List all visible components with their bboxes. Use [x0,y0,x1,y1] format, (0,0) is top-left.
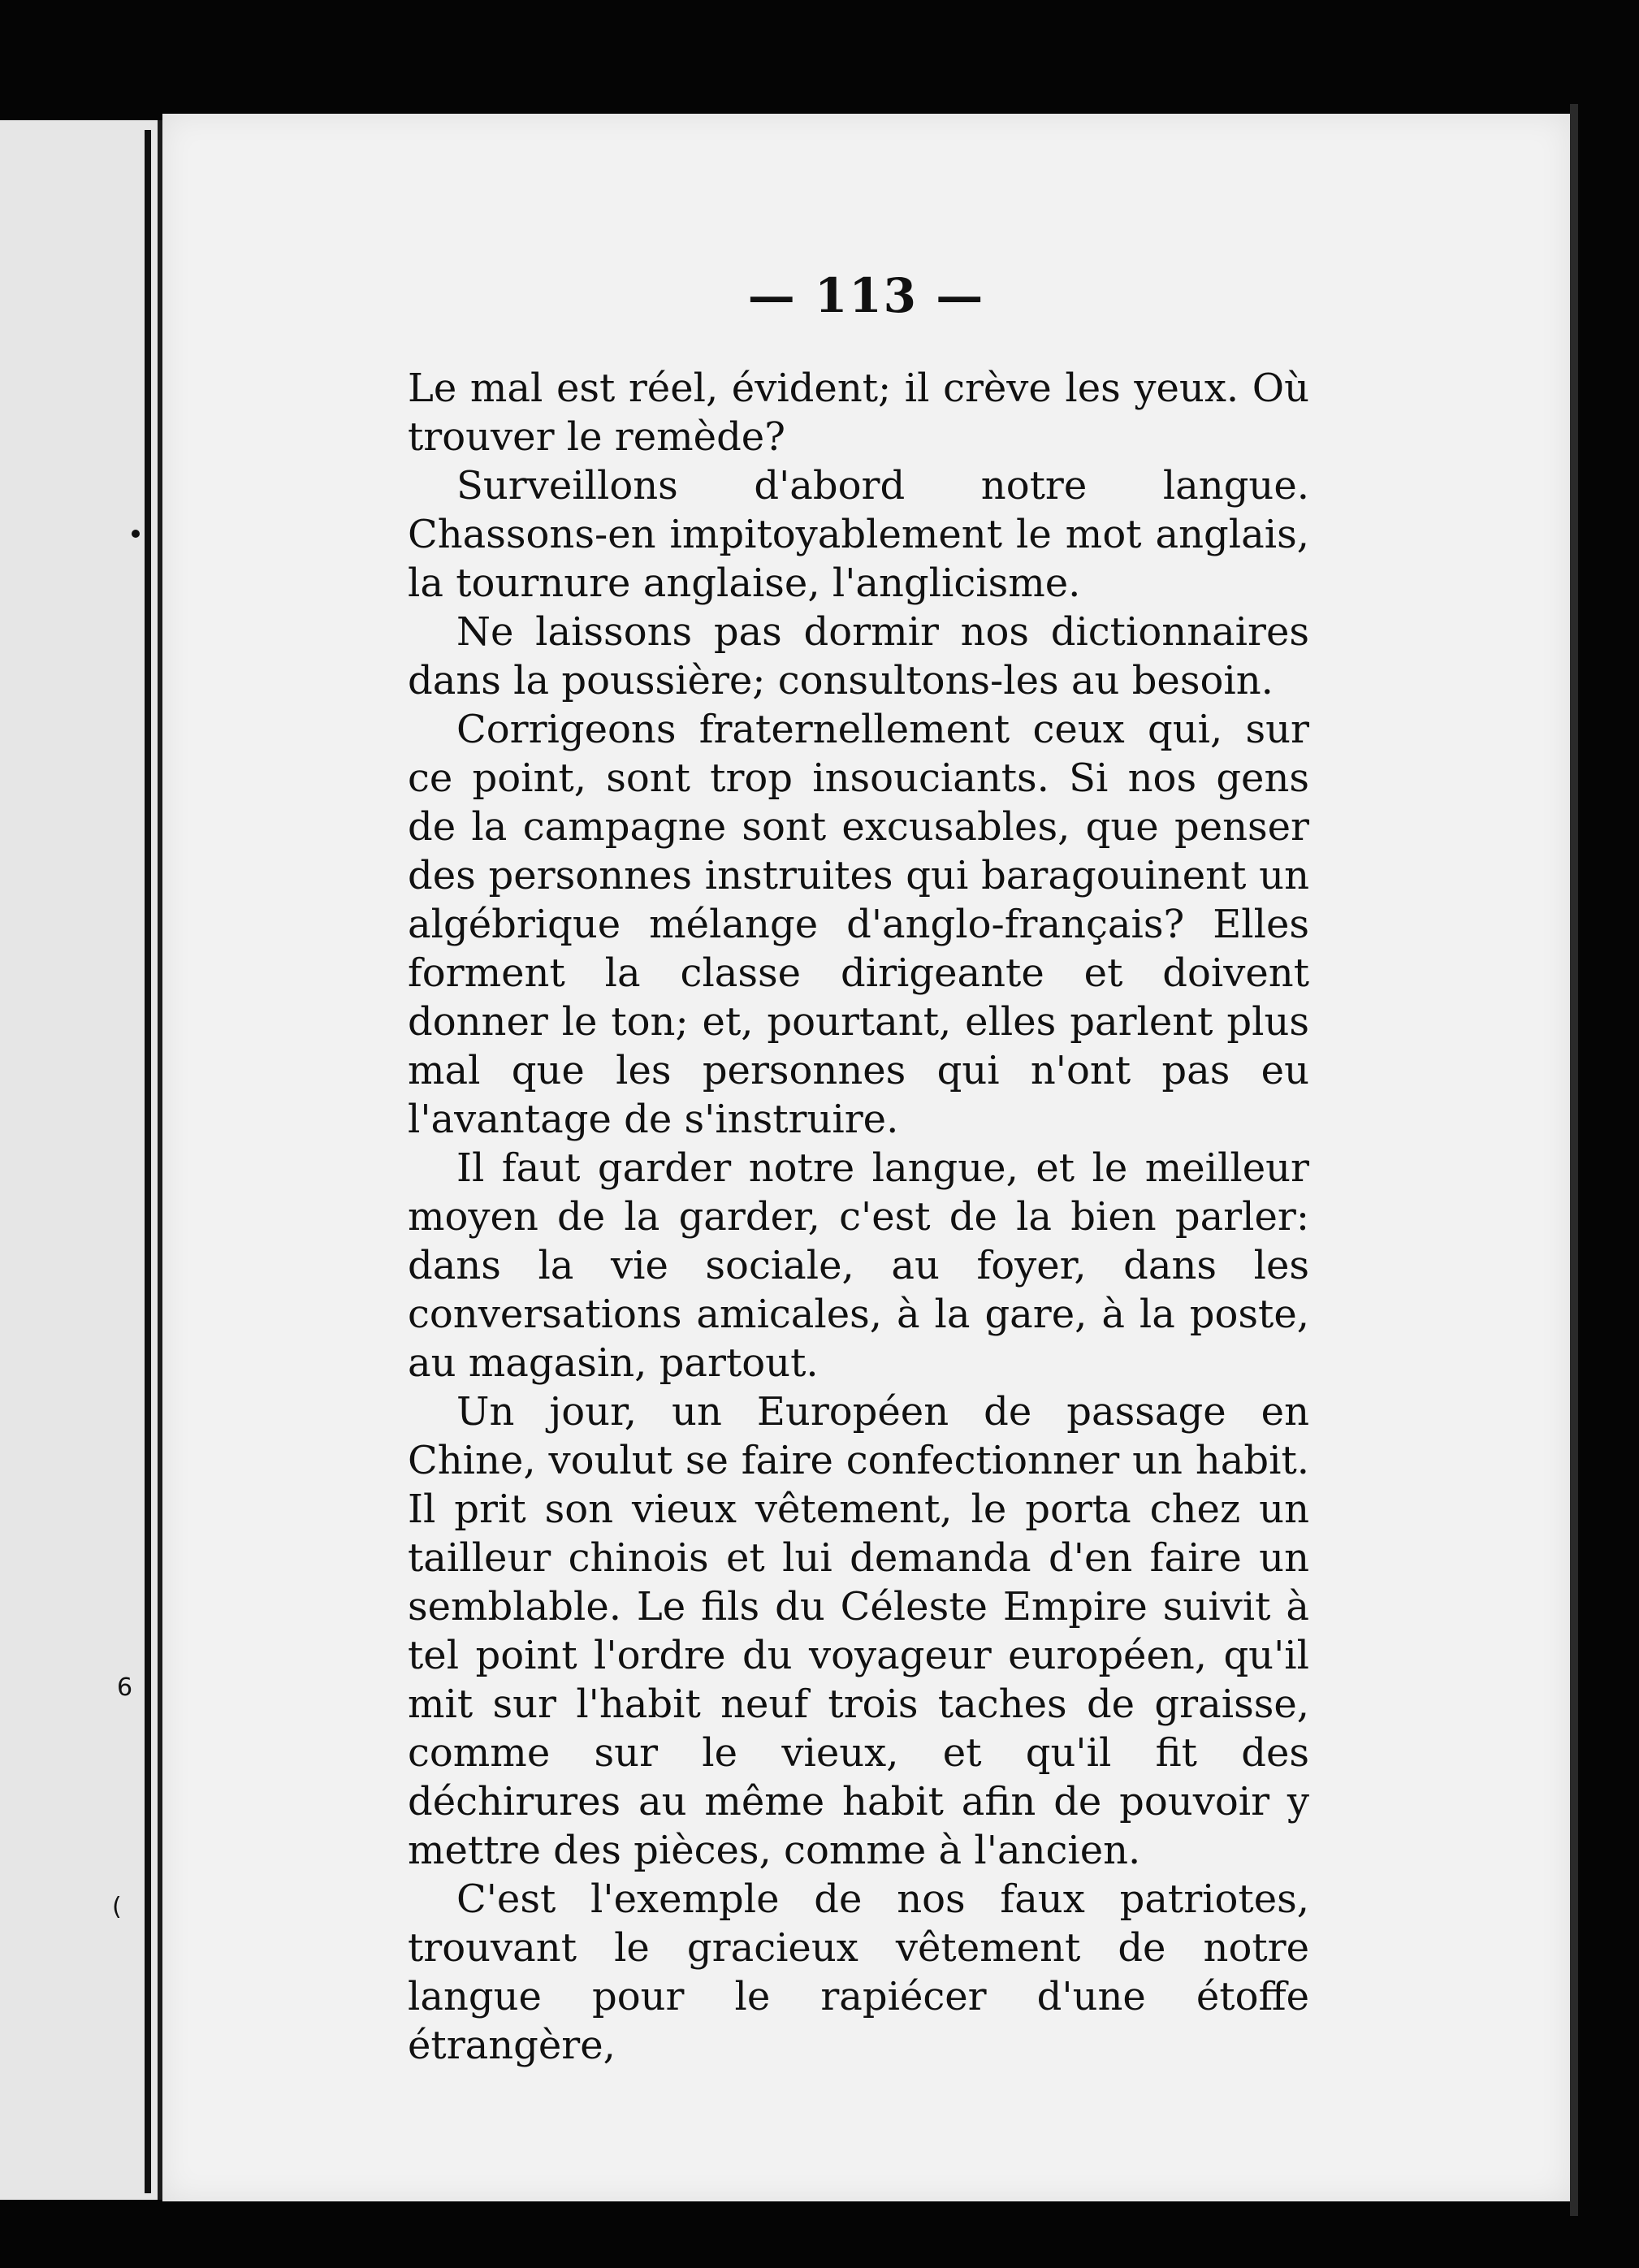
page-text [408,364,1309,2070]
margin-mark: 6 [117,1673,133,1702]
paragraph: Il faut garder notre langue, et le meilleur moyen de la garder, c'est de la bien parler: dans la vie sociale, au foyer, dans les conversations amicales, à la gare, à la poste, au magasin, partout. [408,1145,1309,1386]
paragraph: Surveillons d'abord notre langue. Chassons-en impitoyablement le mot anglais, la tournure anglaise, l'anglicisme. [408,463,1309,606]
page-number: — 113 — [747,268,985,323]
page-right-edge [1570,104,1578,2216]
paragraph: Ne laissons pas dormir nos dictionnaires dans la poussière; consultons-les au besoin. [408,609,1309,703]
paragraph: Le mal est réel, évident; il crève les yeux. Où trouver le remède? [408,366,1309,460]
margin-dot [132,530,140,538]
margin-mark: ( [112,1893,122,1921]
previous-page-edge [0,120,159,2200]
binding-line [145,130,151,2193]
paragraph: Un jour, un Européen de passage en Chine, voulut se faire confectionner un habit. Il prit son vieux vêtement, le porta chez un tailleur chinois et lui demanda d'en faire un semblable. Le fils du Céleste Empire suivit à tel point l'ordre du voyageur européen, qu'il mit sur l'habit neuf trois taches de graisse, comme sur le vieux, et qu'il fit des déchirures au même habit afin de pouvoir y mettre des pièces, comme à l'ancien. [408,1389,1309,1873]
paragraph: Corrigeons fraternellement ceux qui, sur ce point, sont trop insouciants. Si nos gens de la campagne sont excusables, que penser des personnes instruites qui baragouinent un algébrique mélange d'anglo-français? Elles forment la classe dirigeante et doivent donner le ton; et, pourtant, elles parlent plus mal que les personnes qui n'ont pas eu l'avantage de s'instruire. [408,707,1309,1142]
paragraph: C'est l'exemple de nos faux patriotes, trouvant le gracieux vêtement de notre langue pour le rapiécer d'une étoffe étrangère, [408,1876,1309,2068]
